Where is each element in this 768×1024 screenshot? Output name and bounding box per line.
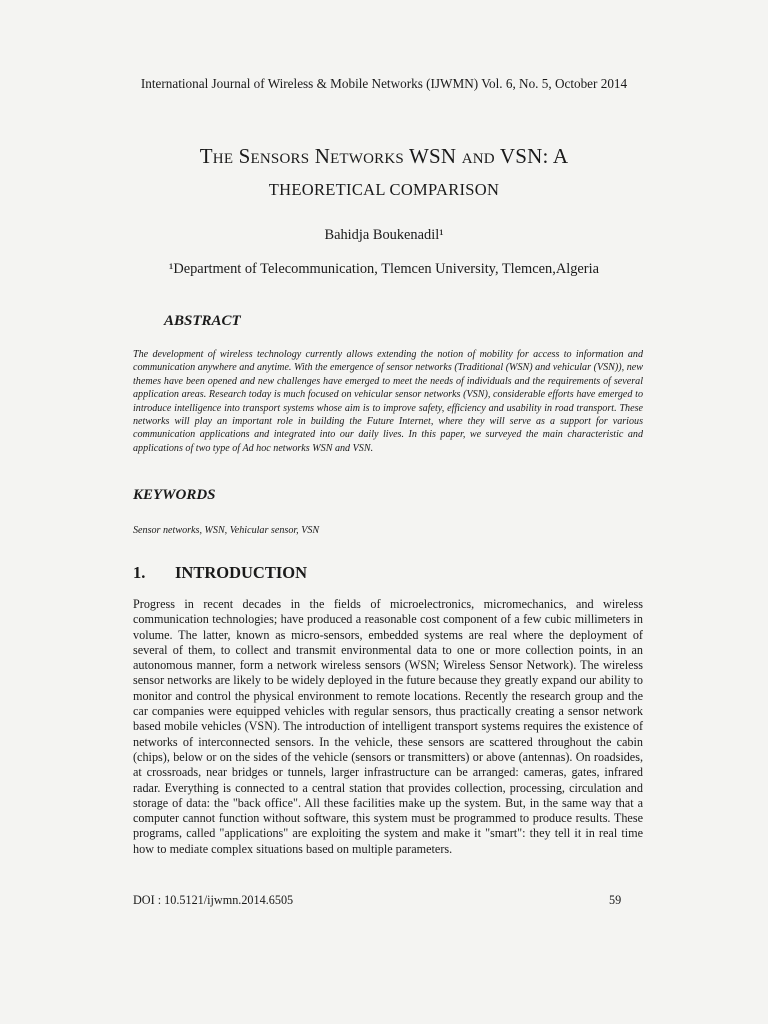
keywords-text: Sensor networks, WSN, Vehicular sensor, VSN [133,525,320,536]
abstract-heading: ABSTRACT [164,313,241,329]
section-heading-introduction [133,563,307,583]
section-number: 1. [133,563,146,582]
author-name: Bahidja Boukenadil¹ [324,227,444,243]
keywords-heading: KEYWORDS [133,487,216,503]
author-affiliation: ¹Department of Telecommunication, Tlemcen University, Tlemcen,Algeria [169,261,599,277]
page-number: 59 [609,893,622,907]
title-line-2: THEORETICAL COMPARISON [268,180,500,199]
title-line-1: The Sensors Networks WSN and VSN: A [199,144,569,168]
introduction-paragraph: Progress in recent decades in the fields of microelectronics, micromechanics, and wireless communication technologies; have produced a reasonable cost component of a few cubic millimeters in volume. The latter, known as micro-sensors, embedded systems are real where the deployment of several of them, to collect and transmit environmental data to one or more collection points, in an autonomous manner, form a network wireless sensors (WSN; Wireless Sensor Network). The wireless sensor networks are likely to be widely deployed in the future because they greatly expand our ability to monitor and control the physical environment to remote locations. Recently the research group and the car companies were equipped vehicles with regular sensors, thus practically creating a sensor network based mobile vehicles (VSN). The introduction of intelligent transport systems requires the existence of networks of interconnected sensors. In the vehicle, these sensors are scattered throughout the cabin (chips), below or on the sides of the vehicle (sensors or transmitters) or above (antennas). On roadsides, at crossroads, near bridges or tunnels, larger infrastructure can be arranged: cameras, gates, infrared radar. Everything is connected to a central station that provides collection, processing, circulation and storage of data: the "back office". All these facilities make up the system. But, in the same way that a computer cannot function without software, this system must be programmed to produce results. These programs, called "applications" are exploiting the system and make it "smart": they tell it in real time how to mediate complex situations based on multiple parameters. [133,597,643,856]
journal-header: International Journal of Wireless & Mobile Networks (IJWMN) Vol. 6, No. 5, October 2014 [140,76,628,91]
abstract-text: The development of wireless technology currently allows extending the notion of mobility for access to information and communication anywhere and anytime. With the emergence of sensor networks (Traditional (WSN) and vehicular (VSN)), new themes have been opened and new challenges have emerged to meet the needs of individuals and the requirements of several application areas. Research today is much focused on vehicular sensor networks (VSN), considerable efforts have emerged to introduce intelligence into transport systems whose aim is to improve safety, efficiency and usability in road transport. These networks will play an important role in building the Future Internet, where they will serve as a support for various communication applications and integrated into our daily lives. In this paper, we surveyed the main characteristic and applications of two type of Ad hoc networks WSN and VSN. [133,349,643,454]
paper-title [0,140,768,206]
section-title: INTRODUCTION [175,563,308,582]
doi-footer: DOI : 10.5121/ijwmn.2014.6505 [133,893,294,907]
